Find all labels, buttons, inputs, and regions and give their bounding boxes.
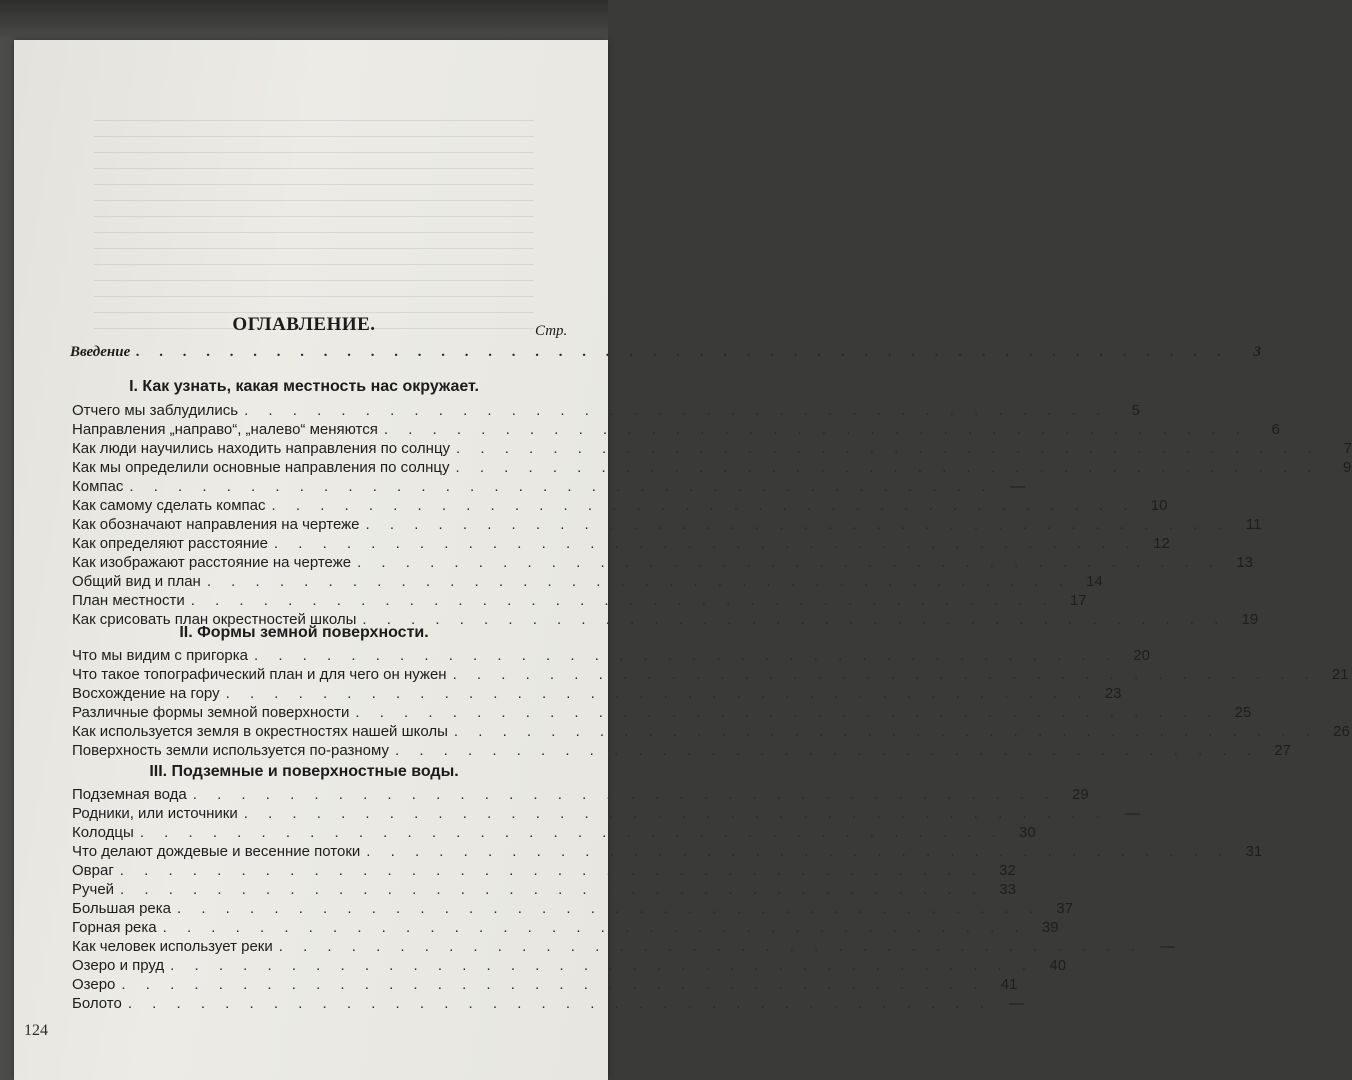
toc-entry-page: 3 (1253, 344, 1261, 360)
toc-entry (72, 421, 1280, 440)
dot-leader: . . . . . . . . . . . . . . . . . . . . . . . . . . . . . . . . . . . . (139, 824, 1004, 841)
toc-entry-page: 13 (1236, 554, 1253, 571)
dot-leader: . . . . . . . . . . . . . . . . . . . . . . . . . . . . . . . . . . . . (170, 957, 1035, 974)
toc-entry-page: 5 (1131, 402, 1140, 419)
toc-entry-page: 23 (1104, 685, 1122, 702)
chapter-heading-1: I. Как узнать, какая местность нас окружает. (129, 378, 479, 395)
toc-entry-page: 21 (1331, 666, 1349, 683)
dot-leader: . . . . . . . . . . . . . . . . . . . . . . . . . . . . . . . . . . . . (177, 900, 1041, 917)
show-through-text (94, 120, 534, 340)
toc-entry-label: Ручей (72, 881, 115, 898)
toc-entry (72, 666, 1349, 685)
dot-leader: . . . . . . . . . . . . . . . . . . . . . . . . . . . . . . . . . . . . (357, 554, 1221, 571)
toc-entry (72, 459, 1352, 478)
toc-entry-page: 19 (1241, 611, 1259, 628)
toc-title: ОГЛАВЛЕНИЕ. (232, 314, 376, 335)
toc-entry-label: Что такое топографический план и для чего он нужен (72, 666, 447, 683)
toc-entry-label: План местности (72, 592, 185, 609)
toc-entry-page: 9 (1343, 459, 1352, 476)
toc-entry (72, 592, 1087, 611)
dot-leader: . . . . . . . . . . . . . . . . . . . . . . . . . . . . . . . . . . . . (127, 995, 992, 1012)
dot-leader: . . . . . . . . . . . . . . . . . . . . . . . . . . . . . . . . . . . . (121, 976, 986, 993)
toc-entry-label: Горная река (72, 919, 157, 936)
toc-entry-page: 37 (1056, 900, 1073, 917)
toc-entry-label: Болото (72, 995, 122, 1012)
toc-entry (72, 786, 1089, 805)
dot-leader: . . . . . . . . . . . . . . . . . . . . . . . . . . . . . . . . . . . . (271, 497, 1136, 514)
toc-entry (72, 824, 1036, 843)
toc-entry-label: Общий вид и план (72, 573, 201, 590)
toc-entry (72, 938, 1175, 957)
toc-entry-page: 6 (1271, 421, 1280, 438)
chapter-heading-3: III. Подземные и поверхностные воды. (149, 763, 459, 780)
toc-entry-label: Как самому сделать компас (72, 497, 266, 514)
page-column-label: Стр. (535, 323, 568, 339)
toc-entry (72, 402, 1140, 421)
toc-entry (72, 976, 1018, 995)
dot-leader: . . . . . . . . . . . . . . . . . . . . . . . . . . . . . . . . . . . . (225, 685, 1090, 702)
dot-leader: . . . . . . . . . . . . . . . . . . . . . . . . . . . . . . . . . . . . (120, 881, 984, 898)
dot-leader: . . . . . . . . . . . . . . . . . . . . . . . . . . . . . . . . . . . . (254, 647, 1118, 664)
toc-entry-label: Направления „направо“, „налево“ меняются (72, 421, 378, 438)
toc-entry-label: Как используется земля в окрестностях нашей школы (72, 723, 448, 740)
toc-entry (72, 957, 1067, 976)
dot-leader: . . . . . . . . . . . . . . . . . . . . . . . . . . . . . . . . . . . . (244, 402, 1108, 419)
toc-entry (72, 843, 1263, 862)
toc-entry (72, 440, 1352, 459)
toc-entry-page: 26 (1333, 723, 1350, 740)
dot-leader: . . . . . . . . . . . . . . . . . . . . . . . . . . . . . . . . . . . . (383, 421, 1248, 438)
toc-entry-label: Что мы видим с пригорка (72, 647, 249, 664)
dot-leader: . . . . . . . . . . . . . . . . . . . . . . . . . . . . . . . . . . . . (243, 805, 1108, 822)
toc-entry-page: 27 (1274, 742, 1291, 759)
toc-entry (72, 478, 1026, 497)
toc-entry (72, 647, 1150, 666)
dot-leader: . . . . . . . . . . . . . . . . . . . . . . . . . . . . . . . . . . . . (273, 535, 1138, 552)
toc-entry (72, 919, 1059, 938)
toc-entry-label: Как срисовать план окрестностей школы (72, 611, 357, 628)
toc-entry (72, 516, 1262, 535)
toc-entry (72, 573, 1103, 592)
dot-leader: . . . . . . . . . . . . . . . . . . . . . . . . . . . . . . . . . . . . (119, 862, 984, 879)
toc-entry (72, 554, 1253, 573)
toc-entry-label: Различные формы земной поверхности (72, 704, 350, 721)
toc-entry-label: Родники, или источники (72, 805, 238, 822)
page-number: 124 (24, 1022, 48, 1039)
toc-entry-label: Подземная вода (72, 786, 187, 803)
toc-entry (72, 881, 1016, 900)
toc-entry-label: Как человек использует реки (72, 938, 273, 955)
toc-entry-label: Введение (70, 344, 131, 360)
toc-entry-page: — (1010, 478, 1026, 495)
dot-leader: . . . . . . . . . . . . . . . . . . . . . . . . . . . . . . . . . . . . (452, 666, 1317, 683)
toc-entry-page: 10 (1150, 497, 1168, 514)
dot-leader: . . . . . . . . . . . . . . . . . . . . . . . . . . . . . . . . . . . . (278, 938, 1143, 955)
toc-entry-page: 14 (1086, 573, 1103, 590)
dot-leader: . . . . . . . . . . . . . . . . . . . . . . . . . . . . . . . . . . . . (366, 843, 1231, 860)
toc-entry-page: 40 (1049, 957, 1067, 974)
toc-entry (72, 742, 1291, 761)
dot-leader: . . . . . . . . . . . . . . . . . . . . . . . . . . . . . . . . . . . . (162, 919, 1027, 936)
dot-leader: . . . . . . . . . . . . . . . . . . . . . . . . . . . . . . . . . . . . (192, 786, 1057, 803)
dot-leader: . . . . . . . . . . . . . . . . . . . . . . . . . . . . . . . . . . . . (362, 611, 1227, 628)
dot-leader: . . . . . . . . . . . . . . . . . . . . . . . . . . . . . . . . . . . . . . . . . . . . . . . (136, 344, 1229, 360)
dot-leader: . . . . . . . . . . . . . . . . . . . . . . . . . . . . . . . . . . . . (456, 440, 1320, 457)
toc-entry-label: Поверхность земли используется по-разному (72, 742, 389, 759)
toc-entry (72, 497, 1168, 516)
toc-entry-page: 12 (1153, 535, 1170, 552)
toc-entry-page: 20 (1133, 647, 1150, 664)
toc-entry-label: Как изображают расстояние на чертеже (72, 554, 352, 571)
toc-entry-introduction (70, 344, 1261, 363)
dot-leader: . . . . . . . . . . . . . . . . . . . . . . . . . . . . . . . . . . . . (190, 592, 1055, 609)
toc-entry (72, 704, 1252, 723)
dot-leader: . . . . . . . . . . . . . . . . . . . . . . . . . . . . . . . . . . . . (453, 723, 1318, 740)
toc-entry-page: 31 (1245, 843, 1263, 860)
toc-entry-page: 32 (999, 862, 1016, 879)
toc-entry-page: 41 (1000, 976, 1018, 993)
toc-entry-page: 39 (1041, 919, 1059, 936)
toc-entry-page: 30 (1019, 824, 1036, 841)
dot-leader: . . . . . . . . . . . . . . . . . . . . . . . . . . . . . . . . . . . . (129, 478, 994, 495)
toc-entry-page: 17 (1069, 592, 1087, 609)
toc-entry-label: Озеро и пруд (72, 957, 165, 974)
dot-leader: . . . . . . . . . . . . . . . . . . . . . . . . . . . . . . . . . . . . (206, 573, 1071, 590)
toc-entry-label: Колодцы (72, 824, 134, 841)
dot-leader: . . . . . . . . . . . . . . . . . . . . . . . . . . . . . . . . . . . . (395, 742, 1259, 759)
toc-entry-page: 25 (1234, 704, 1252, 721)
toc-entry-label: Как люди научились находить направления по солнцу (72, 440, 451, 457)
toc-entry-page: 33 (999, 881, 1016, 898)
chapter-heading-2: II. Формы земной поверхности. (179, 624, 429, 641)
toc-entry-label: Компас (72, 478, 124, 495)
toc-entry-page: — (1008, 995, 1024, 1012)
toc-entry (72, 685, 1122, 704)
dot-leader: . . . . . . . . . . . . . . . . . . . . . . . . . . . . . . . . . . . . (455, 459, 1320, 476)
toc-entry (72, 900, 1073, 919)
toc-entry-page: 29 (1071, 786, 1089, 803)
toc-entry-label: Как определяют расстояние (72, 535, 268, 552)
toc-entry-label: Отчего мы заблудились (72, 402, 239, 419)
toc-entry-label: Большая река (72, 900, 172, 917)
toc-entry (72, 723, 1350, 742)
toc-entry-page: 11 (1245, 516, 1262, 533)
toc-entry-page: — (1159, 938, 1175, 955)
toc-entry-label: Что делают дождевые и весенние потоки (72, 843, 361, 860)
toc-entry (72, 862, 1016, 881)
toc-entry-label: Восхождение на гору (72, 685, 220, 702)
toc-entry (72, 995, 1024, 1014)
dot-leader: . . . . . . . . . . . . . . . . . . . . . . . . . . . . . . . . . . . . (365, 516, 1230, 533)
toc-entry-label: Как мы определили основные направления по солнцу (72, 459, 450, 476)
toc-entry-label: Как обозначают направления на чертеже (72, 516, 360, 533)
toc-entry-page: 7 (1343, 440, 1352, 457)
dot-leader: . . . . . . . . . . . . . . . . . . . . . . . . . . . . . . . . . . . . (355, 704, 1220, 721)
toc-entry-label: Овраг (72, 862, 114, 879)
toc-entry-label: Озеро (72, 976, 116, 993)
toc-entry (72, 535, 1170, 554)
toc-entry-page: — (1124, 805, 1140, 822)
toc-entry (72, 805, 1140, 824)
